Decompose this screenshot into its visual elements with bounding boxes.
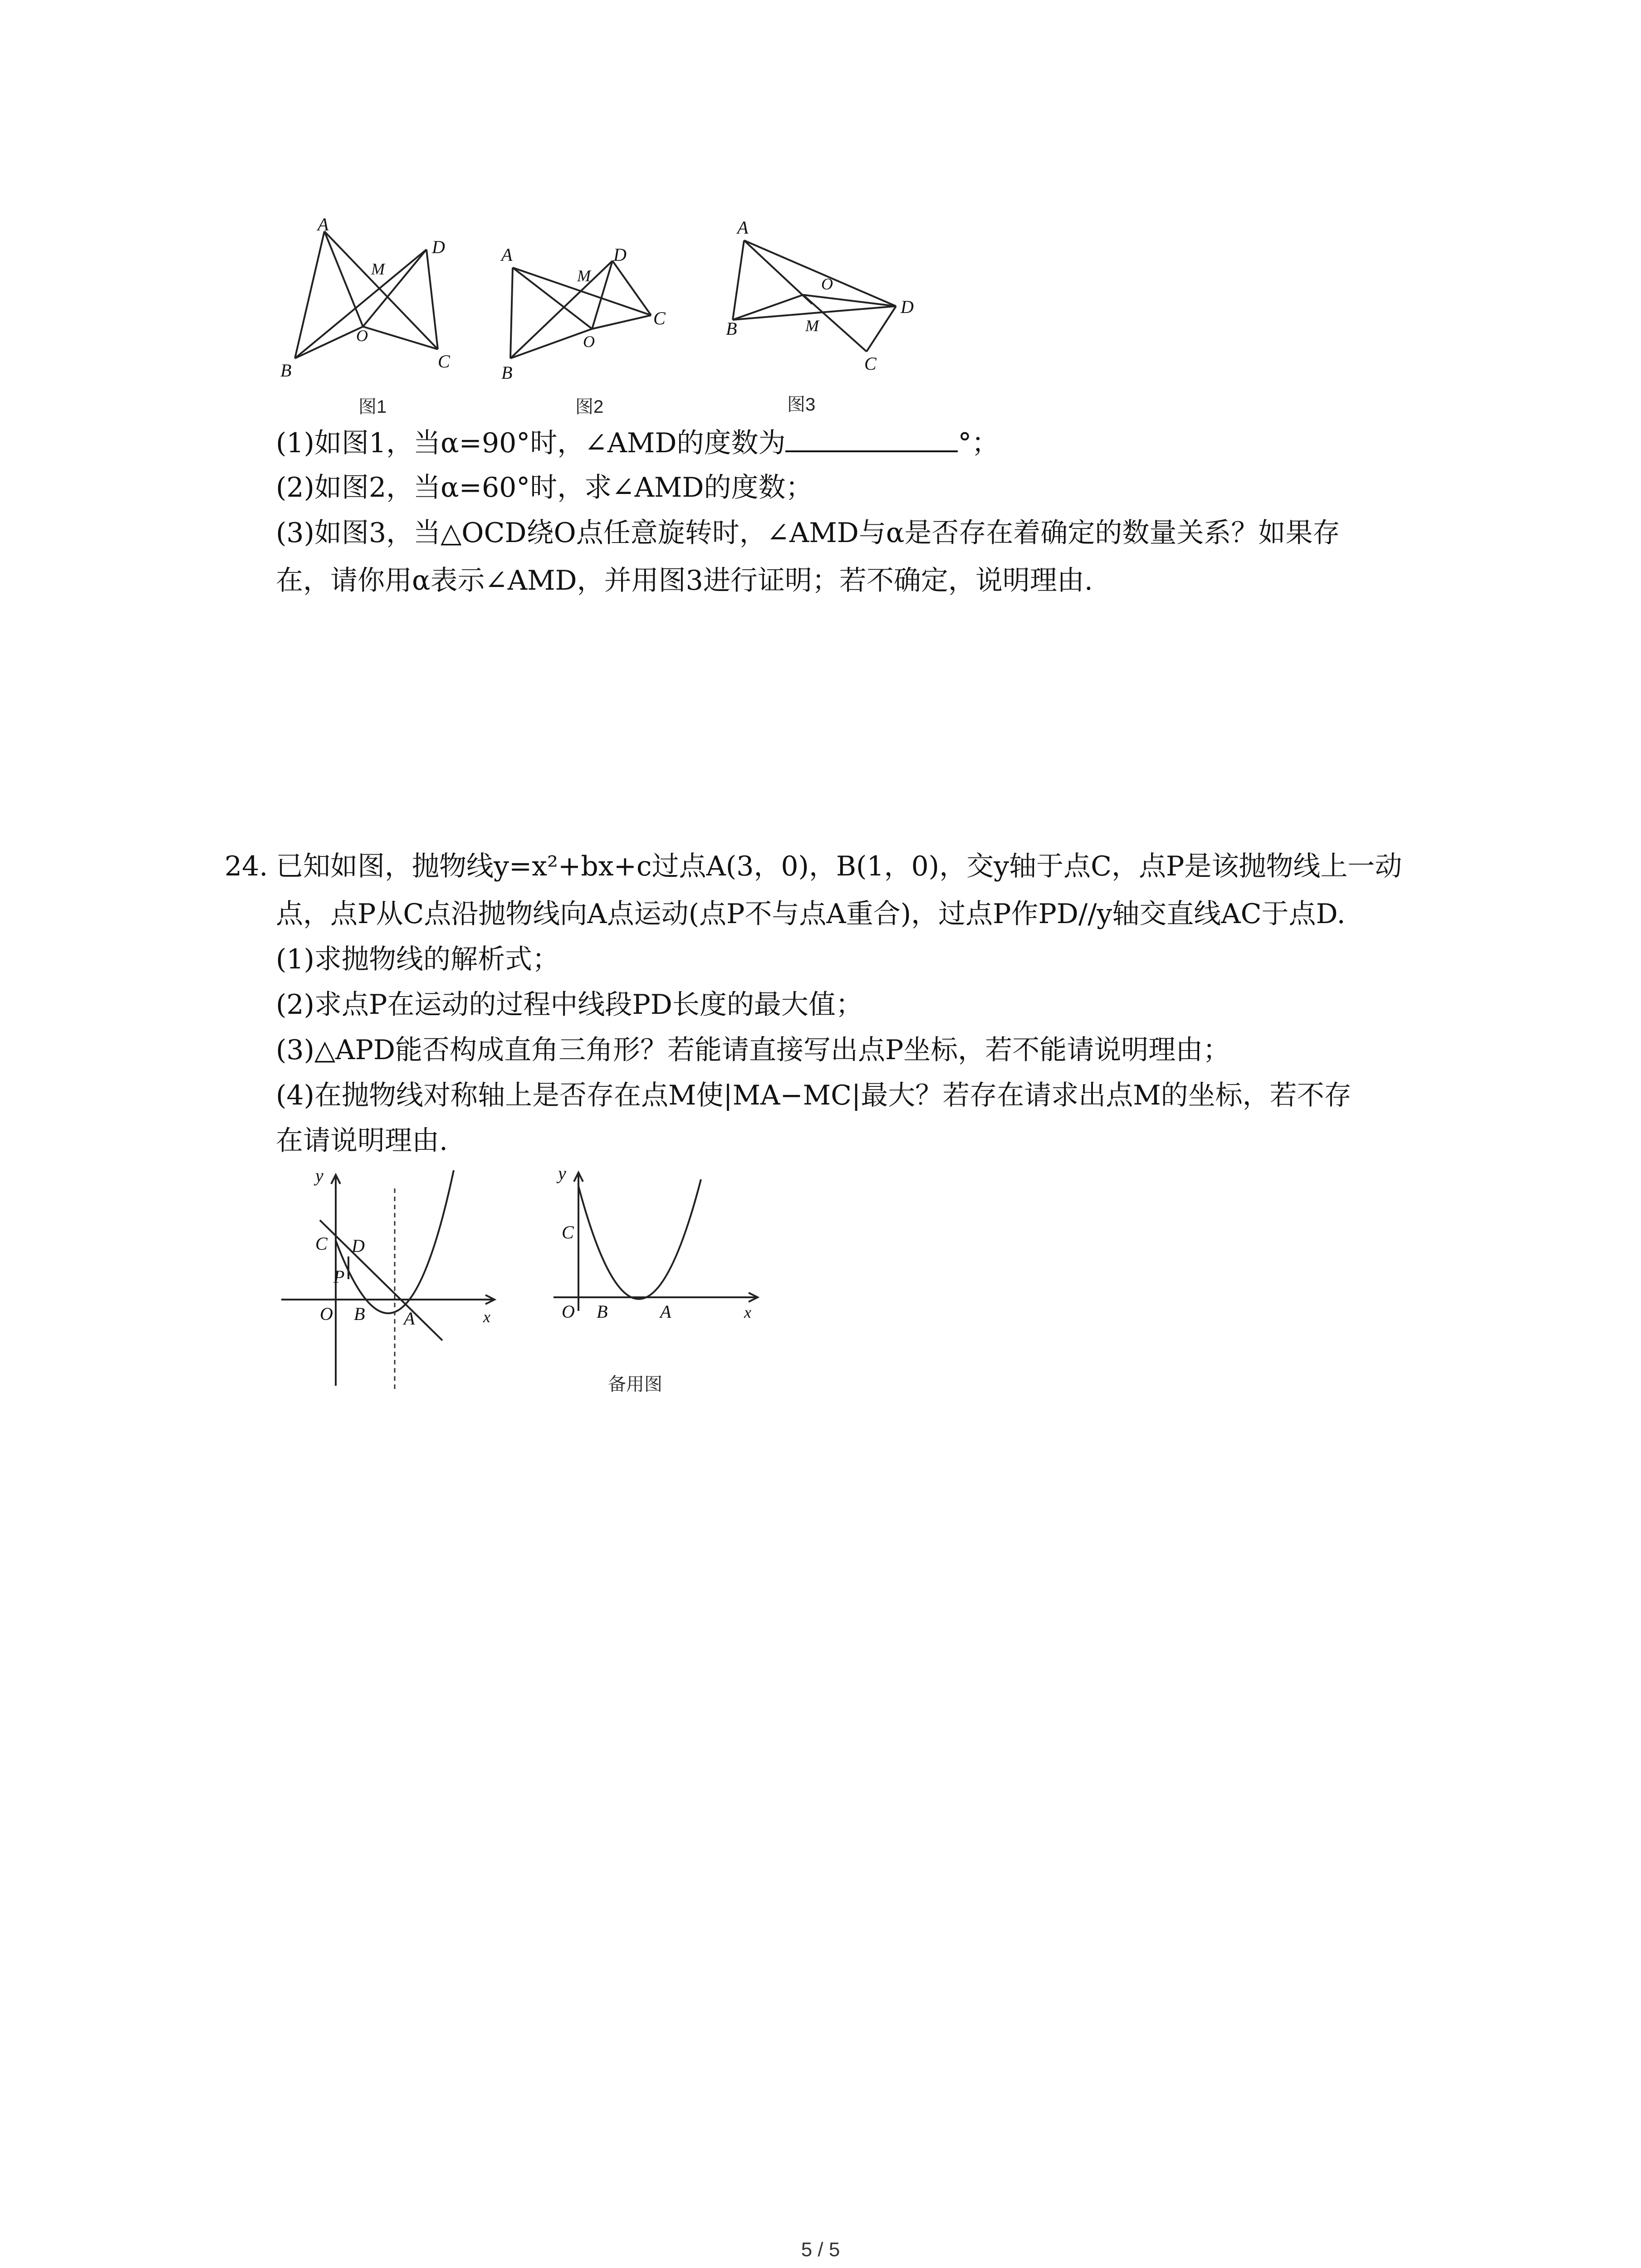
fig1-label-c: C: [438, 351, 450, 371]
fig4-label-o: O: [320, 1304, 333, 1324]
q24-number: 24.: [225, 850, 268, 882]
fig4-label-p: P: [333, 1266, 345, 1287]
answer-blank: [785, 424, 958, 452]
fig2-label-m: M: [577, 267, 591, 285]
fig1-label-a: A: [318, 214, 329, 235]
figure-1-caption: 图1: [358, 397, 387, 417]
figure-2-caption: 图2: [575, 397, 604, 417]
fig5-label-x: x: [744, 1303, 751, 1321]
q23-part3-line2: 在，请你用α表示∠AMD，并用图3进行证明；若不确定，说明理由.: [276, 565, 1093, 596]
fig2-label-d: D: [613, 244, 627, 265]
fig2-label-b: B: [501, 362, 513, 383]
figure-3: [726, 218, 935, 381]
q24-part1: (1)求抛物线的解析式；: [276, 943, 559, 975]
fig1-label-o: O: [356, 327, 368, 345]
fig1-label-b: B: [280, 360, 292, 381]
fig3-label-m: M: [805, 317, 819, 335]
fig4-label-d: D: [352, 1236, 365, 1256]
fig3-label-b: B: [726, 318, 737, 339]
q23-part2: (2)如图2，当α=60°时，求∠AMD的度数；: [276, 472, 813, 503]
figure-2: [490, 240, 681, 390]
fig5-label-y: y: [558, 1163, 566, 1183]
q24-part4-line1: (4)在抛物线对称轴上是否存在点M使|MA−MC|最大？若存在请求出点M的坐标，若不存: [276, 1080, 1352, 1111]
page-number: 5 / 5: [801, 2239, 840, 2261]
q23-part1-text: (1)如图1，当α=90°时，∠AMD的度数为: [276, 427, 786, 459]
q24-part2: (2)求点P在运动的过程中线段PD长度的最大值；: [276, 989, 863, 1021]
fig3-label-a: A: [737, 218, 749, 238]
fig3-label-c: C: [864, 353, 877, 374]
q24-intro-line2: 点，点P从C点沿抛物线向A点运动(点P不与点A重合)，过点P作PD//y轴交直线AC于点D.: [276, 898, 1346, 930]
q24-part4-line2: 在请说明理由.: [276, 1125, 448, 1157]
backup-figure: [549, 1161, 767, 1352]
fig2-label-c: C: [653, 308, 666, 328]
fig5-label-b: B: [597, 1301, 608, 1322]
figure-3-caption: 图3: [787, 395, 816, 415]
fig5-label-o: O: [562, 1301, 575, 1322]
fig4-label-a: A: [404, 1308, 415, 1329]
fig2-label-a: A: [501, 244, 513, 265]
fig3-label-d: D: [901, 297, 914, 317]
q23-part1-suffix: °；: [958, 427, 999, 459]
q23-part3-line1: (3)如图3，当△OCD绕O点任意旋转时，∠AMD与α是否存在着确定的数量关系？如果存: [276, 517, 1340, 549]
backup-figure-caption: 备用图: [608, 1374, 662, 1394]
figure-1: [272, 213, 467, 386]
q24-intro-line1: 已知如图，抛物线y=x²+bx+c过点A(3，0)，B(1，0)，交y轴于点C，点P是该抛物线上一动: [276, 850, 1402, 882]
fig5-label-c: C: [562, 1222, 574, 1242]
fig2-label-o: O: [583, 332, 595, 351]
fig5-label-a: A: [660, 1301, 671, 1322]
fig3-label-o: O: [821, 275, 833, 293]
fig1-label-d: D: [432, 237, 445, 257]
fig4-label-b: B: [354, 1304, 365, 1324]
q23-part1: [276, 424, 999, 461]
fig4-label-y: y: [315, 1165, 323, 1186]
fig4-label-x: x: [483, 1308, 490, 1326]
parabola-figure: [272, 1161, 526, 1397]
q24-part3: (3)△APD能否构成直角三角形？若能请直接写出点P坐标，若不能请说明理由；: [276, 1034, 1230, 1066]
fig4-label-c: C: [315, 1233, 328, 1254]
fig1-label-m: M: [371, 260, 385, 278]
